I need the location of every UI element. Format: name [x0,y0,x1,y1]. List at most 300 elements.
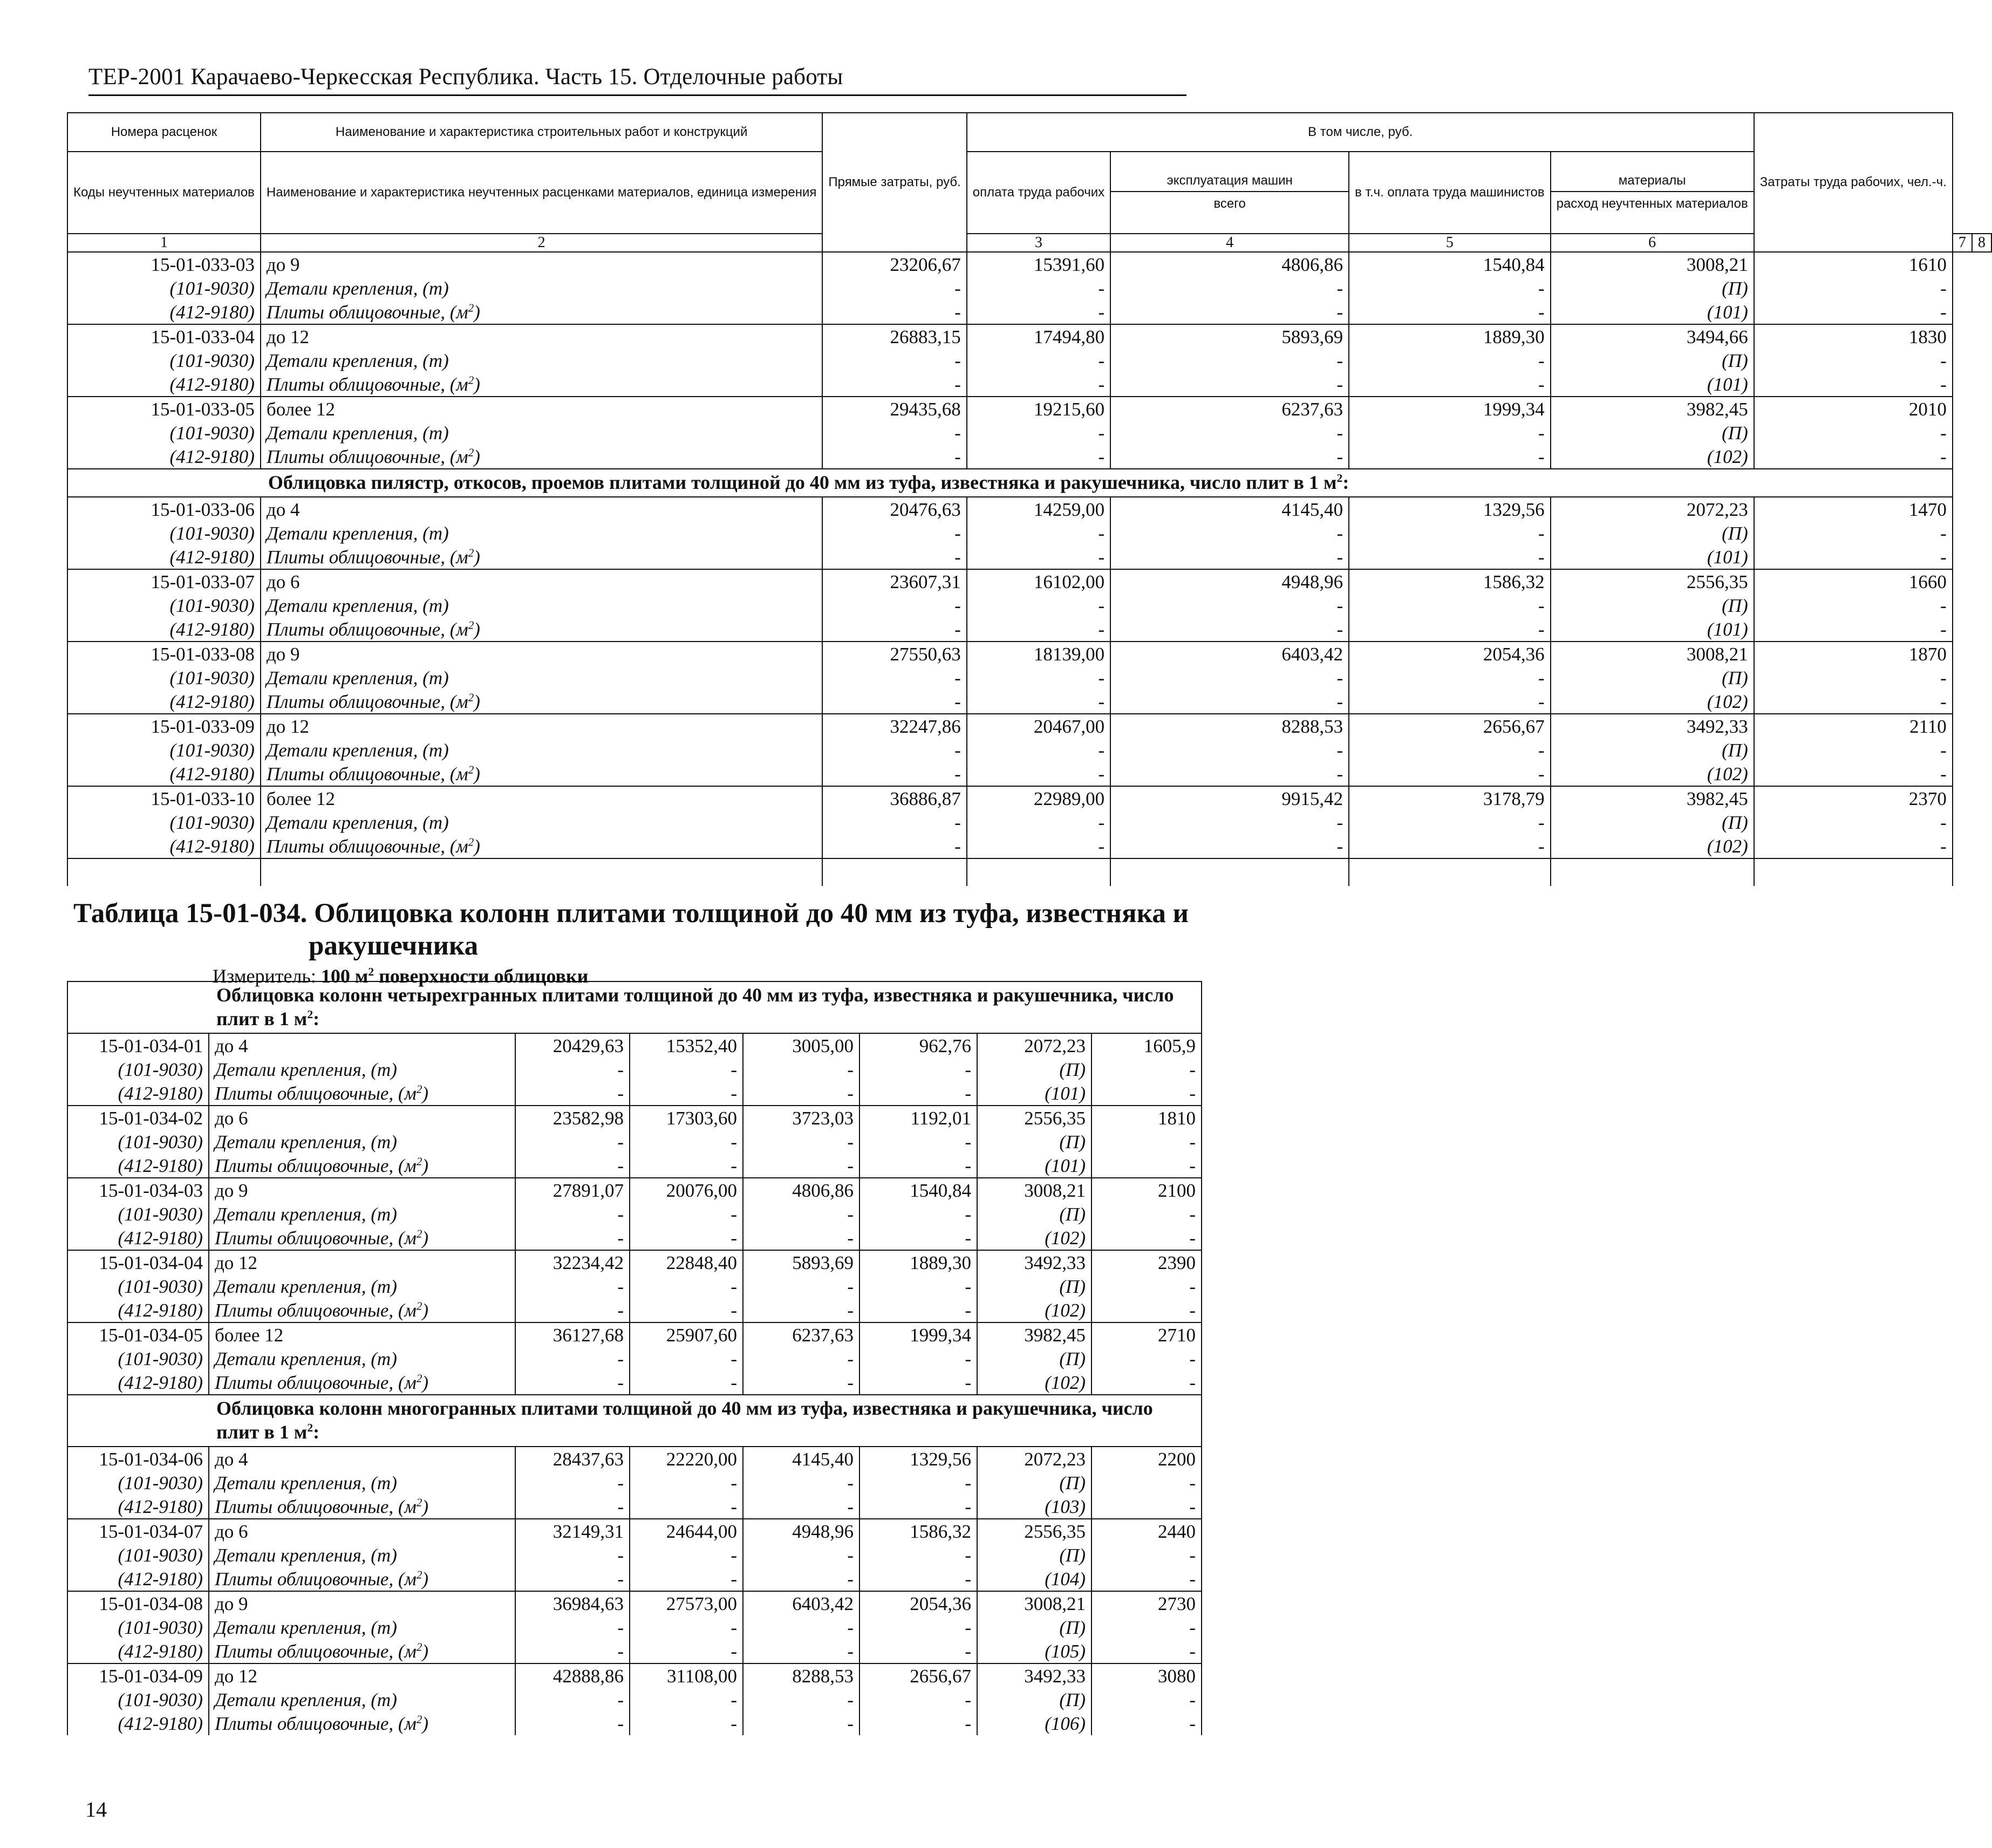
material-name: Детали крепления, (т) [261,594,822,617]
material-code: (412-9180) [67,1495,209,1519]
rate-name: более 12 [261,397,822,421]
wages-cost: 25907,60 [630,1322,743,1347]
section-heading-row [67,981,1202,1033]
colnum-6: 6 [1551,234,1754,252]
material-name: Плиты облицовочные, $(м^2)$ [261,762,822,786]
col-head-material-code: Коды неучтенных материалов [67,152,261,234]
materials-cost: 3492,33 [977,1663,1091,1688]
material-use-marker: (П) [977,1274,1091,1298]
rate-name: до 12 [261,324,822,349]
running-header: ТЕР-2001 Карачаево-Черкесская Республика. Часть 15. Отделочные работы [88,64,1186,96]
material-use-value: (102) [1551,762,1754,786]
rates-table-033 [67,112,1992,886]
rate-name: до 9 [261,642,822,666]
wages-cost: 15391,60 [967,252,1110,276]
wages-cost: 31108,00 [630,1663,743,1688]
material-name: Детали крепления, (т) [261,521,822,545]
material-row-fasteners: (101-9030) Детали крепления, (т) - - - - (П) - [67,1058,1202,1081]
material-row-tiles: (412-9180) Плиты облицовочные, $(м^2)$ - - - - (103) - [67,1495,1202,1519]
col-head-rate-number: Номера расценок [67,113,261,152]
material-name: Детали крепления, (т) [261,349,822,372]
rate-code: 15-01-033-06 [67,497,261,521]
rate-name: до 6 [209,1106,515,1130]
material-name: Детали крепления, (т) [261,738,822,762]
material-code: (101-9030) [67,1347,209,1370]
colnum-4: 4 [1110,234,1349,252]
rate-row [67,1178,1202,1202]
material-code: (412-9180) [67,1298,209,1322]
rate-row [67,1250,1202,1274]
machine-wages-cost: 2054,36 [1349,642,1550,666]
rate-row [67,1322,1202,1347]
material-row-fasteners: (101-9030) Детали крепления, (т) - - - - (П) - [67,421,1991,445]
materials-cost: 2556,35 [977,1106,1091,1130]
rate-row [67,1663,1202,1688]
material-row-fasteners: (101-9030) Детали крепления, (т) - - - - (П) - [67,349,1991,372]
col-head-including: В том числе, руб. [967,113,1754,152]
material-code: (101-9030) [67,1274,209,1298]
section-heading-row [67,469,1991,497]
material-name: Плиты облицовочные, $(м^2)$ [209,1711,515,1735]
rates-table-034 [67,981,1202,1735]
col-head-work-name: Наименование и характеристика строительных работ и конструкций [261,113,822,152]
material-use-value: (101) [977,1154,1091,1178]
labor-hours: 1470 [1754,497,1953,521]
rate-name: до 6 [261,569,822,594]
material-use-marker: (П) [1551,594,1754,617]
rate-code: 15-01-033-04 [67,324,261,349]
material-row-fasteners: (101-9030) Детали крепления, (т) - - - - (П) - [67,1274,1202,1298]
materials-cost: 3008,21 [1551,642,1754,666]
material-row-fasteners: (101-9030) Детали крепления, (т) - - - - (П) - [67,738,1991,762]
machine-wages-cost: 1999,34 [1349,397,1550,421]
machines-cost: 6237,63 [743,1322,859,1347]
rate-name: до 9 [261,252,822,276]
direct-cost: 27550,63 [822,642,966,666]
direct-cost: 23206,67 [822,252,966,276]
rate-name: до 4 [209,1033,515,1058]
material-name: Плиты облицовочные, $(м^2)$ [209,1567,515,1591]
wages-cost: 16102,00 [967,569,1110,594]
machines-cost: 9915,42 [1110,786,1349,810]
material-row-tiles: (412-9180) Плиты облицовочные, $(м^2)$ - - - - (101) - [67,300,1991,324]
col-head-wages: оплата труда рабочих [967,152,1110,234]
machine-wages-cost: 962,76 [859,1033,977,1058]
labor-hours: 2110 [1754,714,1953,738]
machine-wages-cost: 1889,30 [1349,324,1550,349]
material-code: (101-9030) [67,1615,209,1639]
material-use-marker: (П) [1551,421,1754,445]
material-code: (101-9030) [67,594,261,617]
material-name: Детали крепления, (т) [209,1274,515,1298]
header-row-top [67,113,1991,152]
rate-name: до 9 [209,1591,515,1615]
direct-cost: 29435,68 [822,397,966,421]
material-code: (412-9180) [67,762,261,786]
material-code: (101-9030) [67,666,261,690]
materials-cost: 2072,23 [977,1447,1091,1471]
direct-cost: 23582,98 [515,1106,630,1130]
materials-cost: 3008,21 [977,1178,1091,1202]
labor-hours: 1605,9 [1091,1033,1202,1058]
material-name: Плиты облицовочные, $(м^2)$ [261,545,822,569]
material-row-tiles: (412-9180) Плиты облицовочные, $(м^2)$ - - - - (102) - [67,1298,1202,1322]
material-use-marker: (П) [977,1615,1091,1639]
material-row-fasteners: (101-9030) Детали крепления, (т) - - - - (П) - [67,1543,1202,1567]
wages-cost: 14259,00 [967,497,1110,521]
material-code: (101-9030) [67,810,261,834]
material-row-tiles: (412-9180) Плиты облицовочные, $(м^2)$ - - - - (102) - [67,1370,1202,1395]
material-use-marker: (П) [977,1471,1091,1495]
machines-cost: 6403,42 [1110,642,1349,666]
materials-cost: 2556,35 [977,1519,1091,1543]
wages-cost: 15352,40 [630,1033,743,1058]
labor-hours: 1870 [1754,642,1953,666]
col-head-materials [1551,152,1754,234]
rate-code: 15-01-033-10 [67,786,261,810]
rate-code: 15-01-033-09 [67,714,261,738]
rate-row [67,252,1991,276]
material-code: (101-9030) [67,1688,209,1711]
machines-cost: 5893,69 [743,1250,859,1274]
material-use-value: (101) [977,1081,1091,1106]
material-code: (412-9180) [67,1567,209,1591]
machines-cost: 8288,53 [1110,714,1349,738]
material-row-fasteners: (101-9030) Детали крепления, (т) - - - - (П) - [67,810,1991,834]
rate-code: 15-01-033-03 [67,252,261,276]
rate-name: до 12 [209,1250,515,1274]
material-row-tiles: (412-9180) Плиты облицовочные, $(м^2)$ - - - - (101) - [67,617,1991,642]
material-use-marker: (П) [1551,666,1754,690]
rate-code: 15-01-033-05 [67,397,261,421]
machines-cost: 3005,00 [743,1033,859,1058]
rate-code: 15-01-034-02 [67,1106,209,1130]
materials-cost: 3492,33 [977,1250,1091,1274]
rate-code: 15-01-034-09 [67,1663,209,1688]
material-use-marker: (П) [1551,276,1754,300]
rate-name: до 9 [209,1178,515,1202]
rate-code: 15-01-034-08 [67,1591,209,1615]
wages-cost: 17303,60 [630,1106,743,1130]
section-heading-four-sided: Облицовка колонн четырехгранных плитами толщиной до 40 мм из туфа, известняка и ракушечника, число плит в 1 $м^2$: [209,981,1202,1033]
machines-cost: 4145,40 [743,1447,859,1471]
rate-row [67,497,1991,521]
machine-wages-cost: 1540,84 [859,1178,977,1202]
table-end-spacer [67,858,1991,886]
header-row-bottom [67,152,1991,234]
material-row-fasteners: (101-9030) Детали крепления, (т) - - - - (П) - [67,1202,1202,1226]
material-row-fasteners: (101-9030) Детали крепления, (т) - - - - (П) - [67,521,1991,545]
machine-wages-cost: 1586,32 [859,1519,977,1543]
machine-wages-cost: 3178,79 [1349,786,1550,810]
material-use-value: (102) [977,1370,1091,1395]
material-code: (412-9180) [67,445,261,469]
machine-wages-cost: 1329,56 [859,1447,977,1471]
machines-total-label: всего [1213,196,1246,211]
rate-name: до 12 [261,714,822,738]
material-row-fasteners: (101-9030) Детали крепления, (т) - - - - (П) - [67,1688,1202,1711]
rate-row [67,642,1991,666]
rate-name: более 12 [209,1322,515,1347]
material-use-value: (101) [1551,617,1754,642]
machine-wages-cost: 1329,56 [1349,497,1550,521]
material-name: Плиты облицовочные, $(м^2)$ [261,372,822,397]
direct-cost: 28437,63 [515,1447,630,1471]
materials-label: материалы [1551,173,1754,192]
section-heading-multi-sided: Облицовка колонн многогранных плитами толщиной до 40 мм из туфа, известняка и ракушечника, число плит в 1 $м^2$: [209,1395,1202,1447]
material-row-tiles: (412-9180) Плиты облицовочные, $(м^2)$ - - - - (101) - [67,1154,1202,1178]
rate-row [67,1106,1202,1130]
machine-wages-cost: 1889,30 [859,1250,977,1274]
material-code: (101-9030) [67,1058,209,1081]
material-use-value: (103) [977,1495,1091,1519]
materials-cost: 3492,33 [1551,714,1754,738]
wages-cost: 20467,00 [967,714,1110,738]
material-name: Детали крепления, (т) [209,1615,515,1639]
material-name: Плиты облицовочные, $(м^2)$ [209,1081,515,1106]
material-row-tiles: (412-9180) Плиты облицовочные, $(м^2)$ - - - - (104) - [67,1567,1202,1591]
table-034-title-line1: Таблица 15-01-034. Облицовка колонн плитами толщиной до 40 мм из туфа, известняка и [73,898,1189,929]
material-code: (101-9030) [67,1130,209,1154]
direct-cost: 23607,31 [822,569,966,594]
rate-code: 15-01-034-05 [67,1322,209,1347]
rate-row [67,569,1991,594]
machines-label: эксплуатация машин [1111,173,1348,192]
colnum-2: 2 [261,234,822,252]
machines-cost: 4145,40 [1110,497,1349,521]
materials-cost: 3008,21 [1551,252,1754,276]
material-code: (101-9030) [67,349,261,372]
material-use-value: (101) [1551,372,1754,397]
material-code: (412-9180) [67,690,261,714]
material-row-tiles: (412-9180) Плиты облицовочные, $(м^2)$ - - - - (102) - [67,690,1991,714]
material-use-marker: (П) [977,1202,1091,1226]
labor-hours: 1610 [1754,252,1953,276]
material-code: (101-9030) [67,738,261,762]
labor-hours: 2100 [1091,1178,1202,1202]
direct-cost: 20476,63 [822,497,966,521]
labor-hours: 3080 [1091,1663,1202,1688]
material-name: Детали крепления, (т) [209,1347,515,1370]
material-code: (412-9180) [67,617,261,642]
material-use-marker: (П) [977,1058,1091,1081]
labor-hours: 2730 [1091,1591,1202,1615]
material-name: Плиты облицовочные, $(м^2)$ [209,1298,515,1322]
table-034-title-line2: ракушечника [309,931,479,961]
machines-cost: 4806,86 [743,1178,859,1202]
rate-row [67,1591,1202,1615]
machine-wages-cost: 1540,84 [1349,252,1550,276]
material-code: (101-9030) [67,1471,209,1495]
material-code: (412-9180) [67,372,261,397]
rate-row [67,1447,1202,1471]
rate-name: до 12 [209,1663,515,1688]
rate-code: 15-01-034-06 [67,1447,209,1471]
direct-cost: 32149,31 [515,1519,630,1543]
material-name: Плиты облицовочные, $(м^2)$ [209,1639,515,1663]
machine-wages-cost: 2054,36 [859,1591,977,1615]
material-code: (101-9030) [67,421,261,445]
labor-hours: 2710 [1091,1322,1202,1347]
rate-code: 15-01-034-07 [67,1519,209,1543]
material-name: Плиты облицовочные, $(м^2)$ [209,1154,515,1178]
material-use-marker: (П) [1551,349,1754,372]
direct-cost: 27891,07 [515,1178,630,1202]
wages-cost: 18139,00 [967,642,1110,666]
machine-wages-cost: 1192,01 [859,1106,977,1130]
material-use-value: (102) [1551,690,1754,714]
material-use-value: (102) [1551,834,1754,858]
material-code: (101-9030) [67,521,261,545]
machine-wages-cost: 1999,34 [859,1322,977,1347]
direct-cost: 36886,87 [822,786,966,810]
material-name: Плиты облицовочные, $(м^2)$ [209,1226,515,1250]
materials-cost: 3982,45 [1551,397,1754,421]
material-name: Детали крепления, (т) [209,1058,515,1081]
material-row-tiles: (412-9180) Плиты облицовочные, $(м^2)$ - - - - (102) - [67,445,1991,469]
material-use-marker: (П) [1551,521,1754,545]
materials-cost: 2072,23 [1551,497,1754,521]
material-code: (412-9180) [67,1370,209,1395]
machine-wages-cost: 1586,32 [1349,569,1550,594]
rate-row [67,786,1991,810]
material-row-tiles: (412-9180) Плиты облицовочные, $(м^2)$ - - - - (105) - [67,1639,1202,1663]
materials-cost: 2072,23 [977,1033,1091,1058]
machines-cost: 5893,69 [1110,324,1349,349]
material-name: Плиты облицовочные, $(м^2)$ [261,617,822,642]
rate-code: 15-01-033-07 [67,569,261,594]
colnum-8: 8 [1972,234,1991,252]
col-head-machines-total [1110,152,1349,234]
material-name: Плиты облицовочные, $(м^2)$ [261,690,822,714]
material-row-fasteners: (101-9030) Детали крепления, (т) - - - - (П) - [67,1347,1202,1370]
material-code: (412-9180) [67,300,261,324]
machines-cost: 8288,53 [743,1663,859,1688]
direct-cost: 32247,86 [822,714,966,738]
direct-cost: 36984,63 [515,1591,630,1615]
material-row-fasteners: (101-9030) Детали крепления, (т) - - - - (П) - [67,1471,1202,1495]
material-name: Детали крепления, (т) [209,1688,515,1711]
materials-cost: 3008,21 [977,1591,1091,1615]
labor-hours: 2440 [1091,1519,1202,1543]
materials-cost: 3982,45 [1551,786,1754,810]
colnum-3: 3 [967,234,1110,252]
machines-cost: 3723,03 [743,1106,859,1130]
material-use-marker: (П) [1551,810,1754,834]
table-034-title [73,897,1201,962]
material-use-marker: (П) [977,1347,1091,1370]
labor-hours: 2200 [1091,1447,1202,1471]
material-name: Детали крепления, (т) [261,666,822,690]
material-row-tiles: (412-9180) Плиты облицовочные, $(м^2)$ - - - - (102) - [67,1226,1202,1250]
materials-cost: 3494,66 [1551,324,1754,349]
wages-cost: 19215,60 [967,397,1110,421]
machine-wages-cost: 2656,67 [1349,714,1550,738]
wages-cost: 24644,00 [630,1519,743,1543]
material-use-marker: (П) [977,1130,1091,1154]
material-row-tiles: (412-9180) Плиты облицовочные, $(м^2)$ - - - - (102) - [67,834,1991,858]
material-name: Детали крепления, (т) [209,1471,515,1495]
material-name: Плиты облицовочные, $(м^2)$ [209,1495,515,1519]
labor-hours: 2370 [1754,786,1953,810]
material-code: (412-9180) [67,1711,209,1735]
material-use-marker: (П) [977,1543,1091,1567]
wages-cost: 22220,00 [630,1447,743,1471]
material-row-fasteners: (101-9030) Детали крепления, (т) - - - - (П) - [67,666,1991,690]
machines-cost: 6237,63 [1110,397,1349,421]
rate-row [67,1519,1202,1543]
material-name: Детали крепления, (т) [209,1202,515,1226]
material-code: (101-9030) [67,1202,209,1226]
material-use-value: (102) [1551,445,1754,469]
section-heading-pilasters: Облицовка пилястр, откосов, проемов плитами толщиной до 40 мм из туфа, известняка и ракушечника, число плит в 1 $м^2$: [261,469,1953,497]
labor-hours: 2390 [1091,1250,1202,1274]
material-row-fasteners: (101-9030) Детали крепления, (т) - - - - (П) - [67,276,1991,300]
material-row-fasteners: (101-9030) Детали крепления, (т) - - - - (П) - [67,1615,1202,1639]
rate-name: до 4 [209,1447,515,1471]
material-use-value: (102) [977,1226,1091,1250]
material-row-tiles: (412-9180) Плиты облицовочные, $(м^2)$ - - - - (101) - [67,1081,1202,1106]
labor-hours: 1660 [1754,569,1953,594]
material-name: Детали крепления, (т) [261,421,822,445]
wages-cost: 27573,00 [630,1591,743,1615]
rate-row [67,324,1991,349]
direct-cost: 26883,15 [822,324,966,349]
wages-cost: 20076,00 [630,1178,743,1202]
colnum-7: 7 [1953,234,1972,252]
material-code: (412-9180) [67,1226,209,1250]
material-code: (412-9180) [67,834,261,858]
rate-name: более 12 [261,786,822,810]
material-use-marker: (П) [1551,738,1754,762]
labor-hours: 1830 [1754,324,1953,349]
material-row-fasteners: (101-9030) Детали крепления, (т) - - - - (П) - [67,1130,1202,1154]
col-head-direct-cost: Прямые затраты, руб. [822,113,966,252]
material-code: (412-9180) [67,1154,209,1178]
material-name: Плиты облицовочные, $(м^2)$ [261,834,822,858]
material-name: Детали крепления, (т) [261,810,822,834]
material-use-marker: (П) [977,1688,1091,1711]
table-034-unit: Измеритель: 100 $м^2$ поверхности облицовки [213,965,589,987]
material-use-value: (101) [1551,545,1754,569]
machine-wages-cost: 2656,67 [859,1663,977,1688]
labor-hours: 2010 [1754,397,1953,421]
colnum-1: 1 [67,234,261,252]
material-name: Плиты облицовочные, $(м^2)$ [261,445,822,469]
material-row-fasteners: (101-9030) Детали крепления, (т) - - - - (П) - [67,594,1991,617]
rate-row [67,714,1991,738]
direct-cost: 36127,68 [515,1322,630,1347]
materials-cost: 3982,45 [977,1322,1091,1347]
material-code: (101-9030) [67,276,261,300]
material-row-tiles: (412-9180) Плиты облицовочные, $(м^2)$ - - - - (102) - [67,762,1991,786]
rate-name: до 6 [209,1519,515,1543]
material-code: (412-9180) [67,1081,209,1106]
col-head-labor: Затраты труда рабочих, чел.-ч. [1754,113,1953,252]
labor-hours: 1810 [1091,1106,1202,1130]
page-number: 14 [85,1797,107,1822]
material-name: Детали крепления, (т) [209,1543,515,1567]
material-use-value: (106) [977,1711,1091,1735]
materials-use-label: расход неучтенных материалов [1556,196,1748,211]
section-heading-row [67,1395,1202,1447]
material-row-tiles: (412-9180) Плиты облицовочные, $(м^2)$ - - - - (106) - [67,1711,1202,1735]
rate-row [67,1033,1202,1058]
material-use-value: (105) [977,1639,1091,1663]
col-head-material-name: Наименование и характеристика неучтенных расценками материалов, единица измерения [261,152,822,234]
machines-cost: 4806,86 [1110,252,1349,276]
material-name: Плиты облицовочные, $(м^2)$ [261,300,822,324]
